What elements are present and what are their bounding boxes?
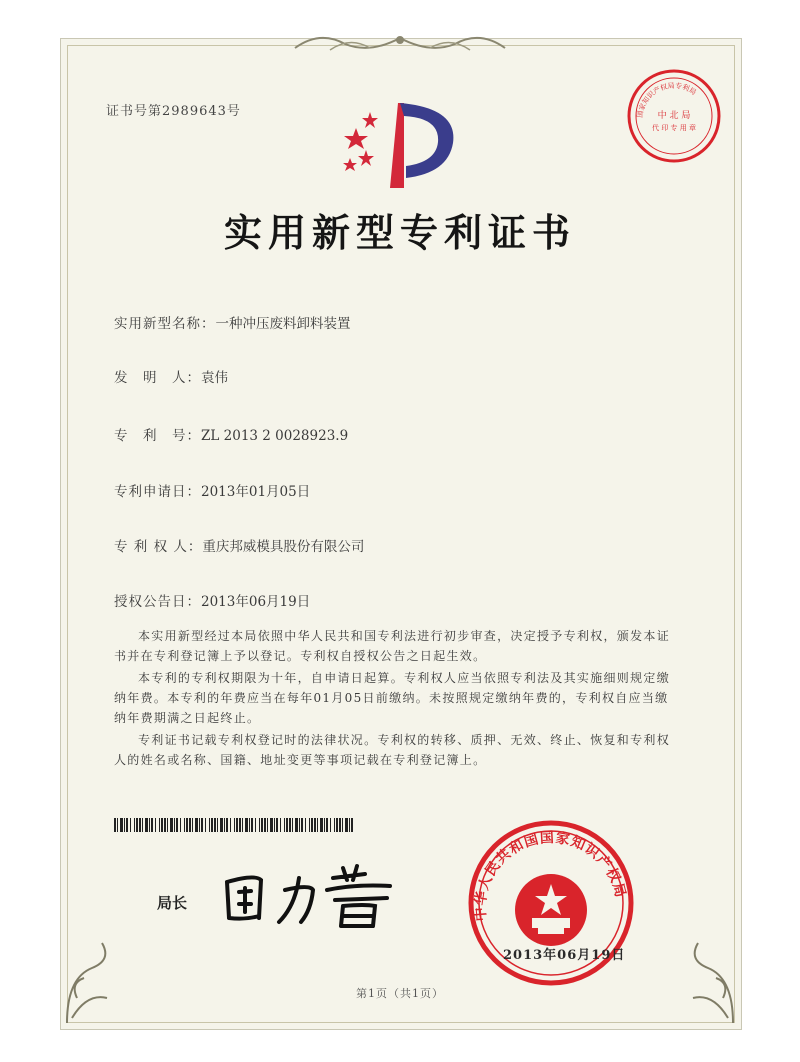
body-paragraph: 专利证书记载专利权登记时的法律状况。专利权的转移、质押、无效、终止、恢复和专利权人的姓名或名称、国籍、地址变更等事项记载在专利登记簿上。 [114, 733, 671, 767]
seal-date: 2013年06月19日 [503, 948, 626, 963]
field-value: 2013年06月19日 [201, 594, 311, 610]
field-value: 袁伟 [201, 370, 228, 386]
field-grant-date [114, 590, 310, 610]
field-label: 专利申请日： [114, 484, 201, 500]
svg-text:代 印 专 用 章: 代 印 专 用 章 [652, 124, 696, 132]
page-number: 第1页（共1页） [356, 987, 444, 1000]
body-paragraph: 本专利的专利权期限为十年，自申请日起算。专利权人应当依照专利法及其实施细则规定缴纳年费。本专利的年费应当在每年01月05日前缴纳。未按照规定缴纳年费的，专利权自应当缴纳年费期满之日起终止。 [114, 671, 671, 725]
corner-ornament-right-icon [678, 938, 738, 1028]
field-label: 发 明 人： [114, 370, 201, 386]
patent-office-logo-icon [338, 98, 463, 193]
top-seal-icon [624, 66, 724, 166]
svg-text:国家知识产权局专利局: 国家知识产权局专利局 [635, 81, 698, 119]
director-title: 局长 [157, 894, 188, 912]
director-signature-icon [215, 860, 405, 935]
field-label: 专 利 号： [114, 428, 201, 444]
field-label: 授权公告日： [114, 594, 201, 610]
svg-text:中 北 局: 中 北 局 [657, 111, 691, 121]
field-application-date [114, 480, 310, 500]
field-label: 实用新型名称： [114, 316, 216, 332]
field-value: ZL 2013 2 0028923.9 [201, 428, 349, 444]
certificate-number: 证书号第2989643号 [106, 104, 241, 119]
field-inventor [114, 366, 228, 386]
certificate-body [114, 626, 674, 772]
certificate-title: 实用新型专利证书 [223, 210, 576, 255]
field-label: 专 利 权 人： [114, 539, 203, 555]
svg-text:中华人民共和国国家知识产权局: 中华人民共和国国家知识产权局 [472, 830, 629, 922]
field-utility-model-name [114, 312, 351, 332]
top-ornament-icon [290, 30, 510, 54]
barcode-icon [114, 818, 354, 832]
field-patent-number [114, 424, 348, 444]
field-value: 一种冲压废料卸料装置 [215, 316, 351, 332]
corner-ornament-left-icon [62, 938, 122, 1028]
field-patentee [114, 535, 364, 555]
field-value: 2013年01月05日 [201, 484, 311, 500]
field-value: 重庆邦威模具股份有限公司 [202, 539, 365, 555]
body-paragraph: 本实用新型经过本局依照中华人民共和国专利法进行初步审查，决定授予专利权，颁发本证书并在专利登记簿上予以登记。专利权自授权公告之日起生效。 [114, 629, 671, 663]
